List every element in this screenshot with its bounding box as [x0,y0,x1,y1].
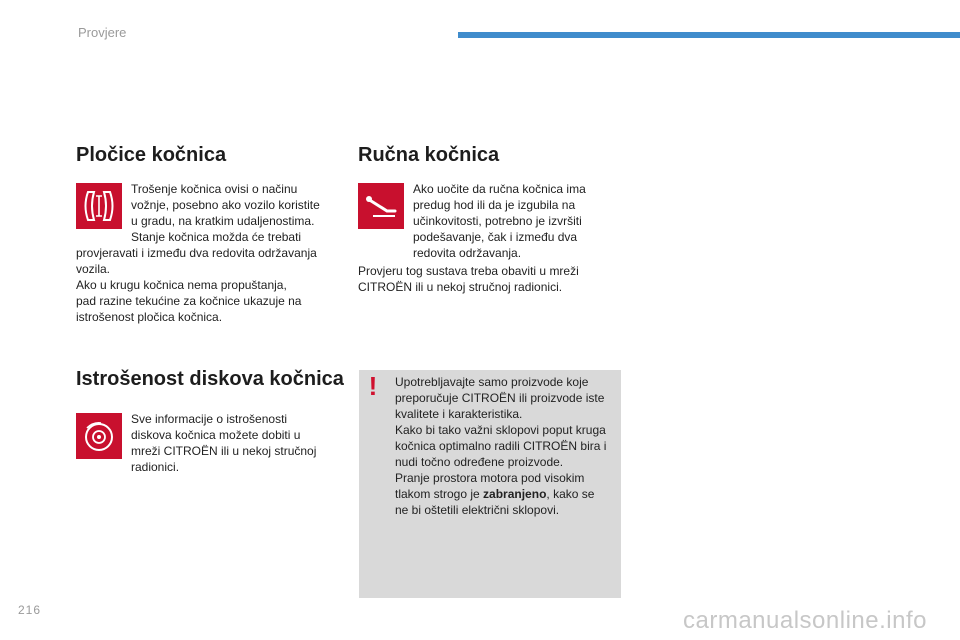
warning-text [395,374,617,518]
text-line: vožnje, posebno ako vozilo koristite [131,198,320,212]
brake-pads-icon [76,183,122,229]
brake-pads-paragraph-a [131,181,320,245]
page-number: 216 [18,603,42,617]
text-line: u gradu, na kratkim udaljenostima. [131,214,315,228]
text-line: ne bi oštetili električni sklopovi. [395,503,560,517]
warning-icon: ! [368,371,378,401]
parking-brake-paragraph-a [413,181,586,261]
text-line: pad razine tekućine za kočnice ukazuje na [76,294,302,308]
parking-brake-icon [358,183,404,229]
header-accent-bar [458,32,960,38]
text-line: Sve informacije o istrošenosti [131,412,288,426]
text-line: Stanje kočnica možda će trebati [131,230,302,244]
parking-brake-heading: Ručna kočnica [358,144,500,166]
brake-pads-paragraph-b [76,245,317,325]
text-fragment: , kako se [546,487,595,501]
text-fragment: tlakom strogo je [395,487,484,501]
text-line: Ako u krugu kočnica nema propuštanja, [76,278,287,292]
text-line: vozila. [76,262,111,276]
text-line: kočnica optimalno radili CITROËN bira i [395,439,607,453]
brake-disc-icon [76,413,122,459]
text-line: kvalitete i karakteristika. [395,407,523,421]
text-line: Pranje prostora motora pod visokim [395,471,585,485]
text-line: podešavanje, čak i između dva [413,230,578,244]
parking-brake-paragraph-b [358,263,579,295]
text-line: Upotrebljavajte samo proizvode koje [395,375,589,389]
emphasis-word: zabranjeno [483,487,547,501]
text-line: Provjeru tog sustava treba obaviti u mreži [358,264,579,278]
text-line: nudi točno određene proizvode. [395,455,564,469]
text-line: učinkovitosti, potrebno je izvršiti [413,214,582,228]
text-line-with-emphasis [395,486,617,502]
text-line: preporučuje CITROËN ili proizvode iste [395,391,605,405]
brake-discs-paragraph [131,411,316,475]
brake-pads-heading: Pločice kočnica [76,144,227,166]
text-line: radionici. [131,460,180,474]
text-line: Ako uočite da ručna kočnica ima [413,182,586,196]
brake-discs-heading: Istrošenost diskova kočnica [76,368,344,390]
text-line: Trošenje kočnica ovisi o načinu [131,182,298,196]
text-line: mreži CITROËN ili u nekoj stručnoj [131,444,317,458]
text-line: provjeravati i između dva redovita održavanja [76,246,317,260]
section-label: Provjere [78,25,127,40]
text-line: Kako bi tako važni sklopovi poput kruga [395,423,606,437]
text-line: istrošenost pločica kočnica. [76,310,223,324]
text-line: predug hod ili da je izgubila na [413,198,576,212]
text-line: CITROËN ili u nekoj stručnoj radionici. [358,280,563,294]
text-line: redovita održavanja. [413,246,522,260]
text-line: diskova kočnica možete dobiti u [131,428,301,442]
watermark: carmanualsonline.info [683,607,927,634]
